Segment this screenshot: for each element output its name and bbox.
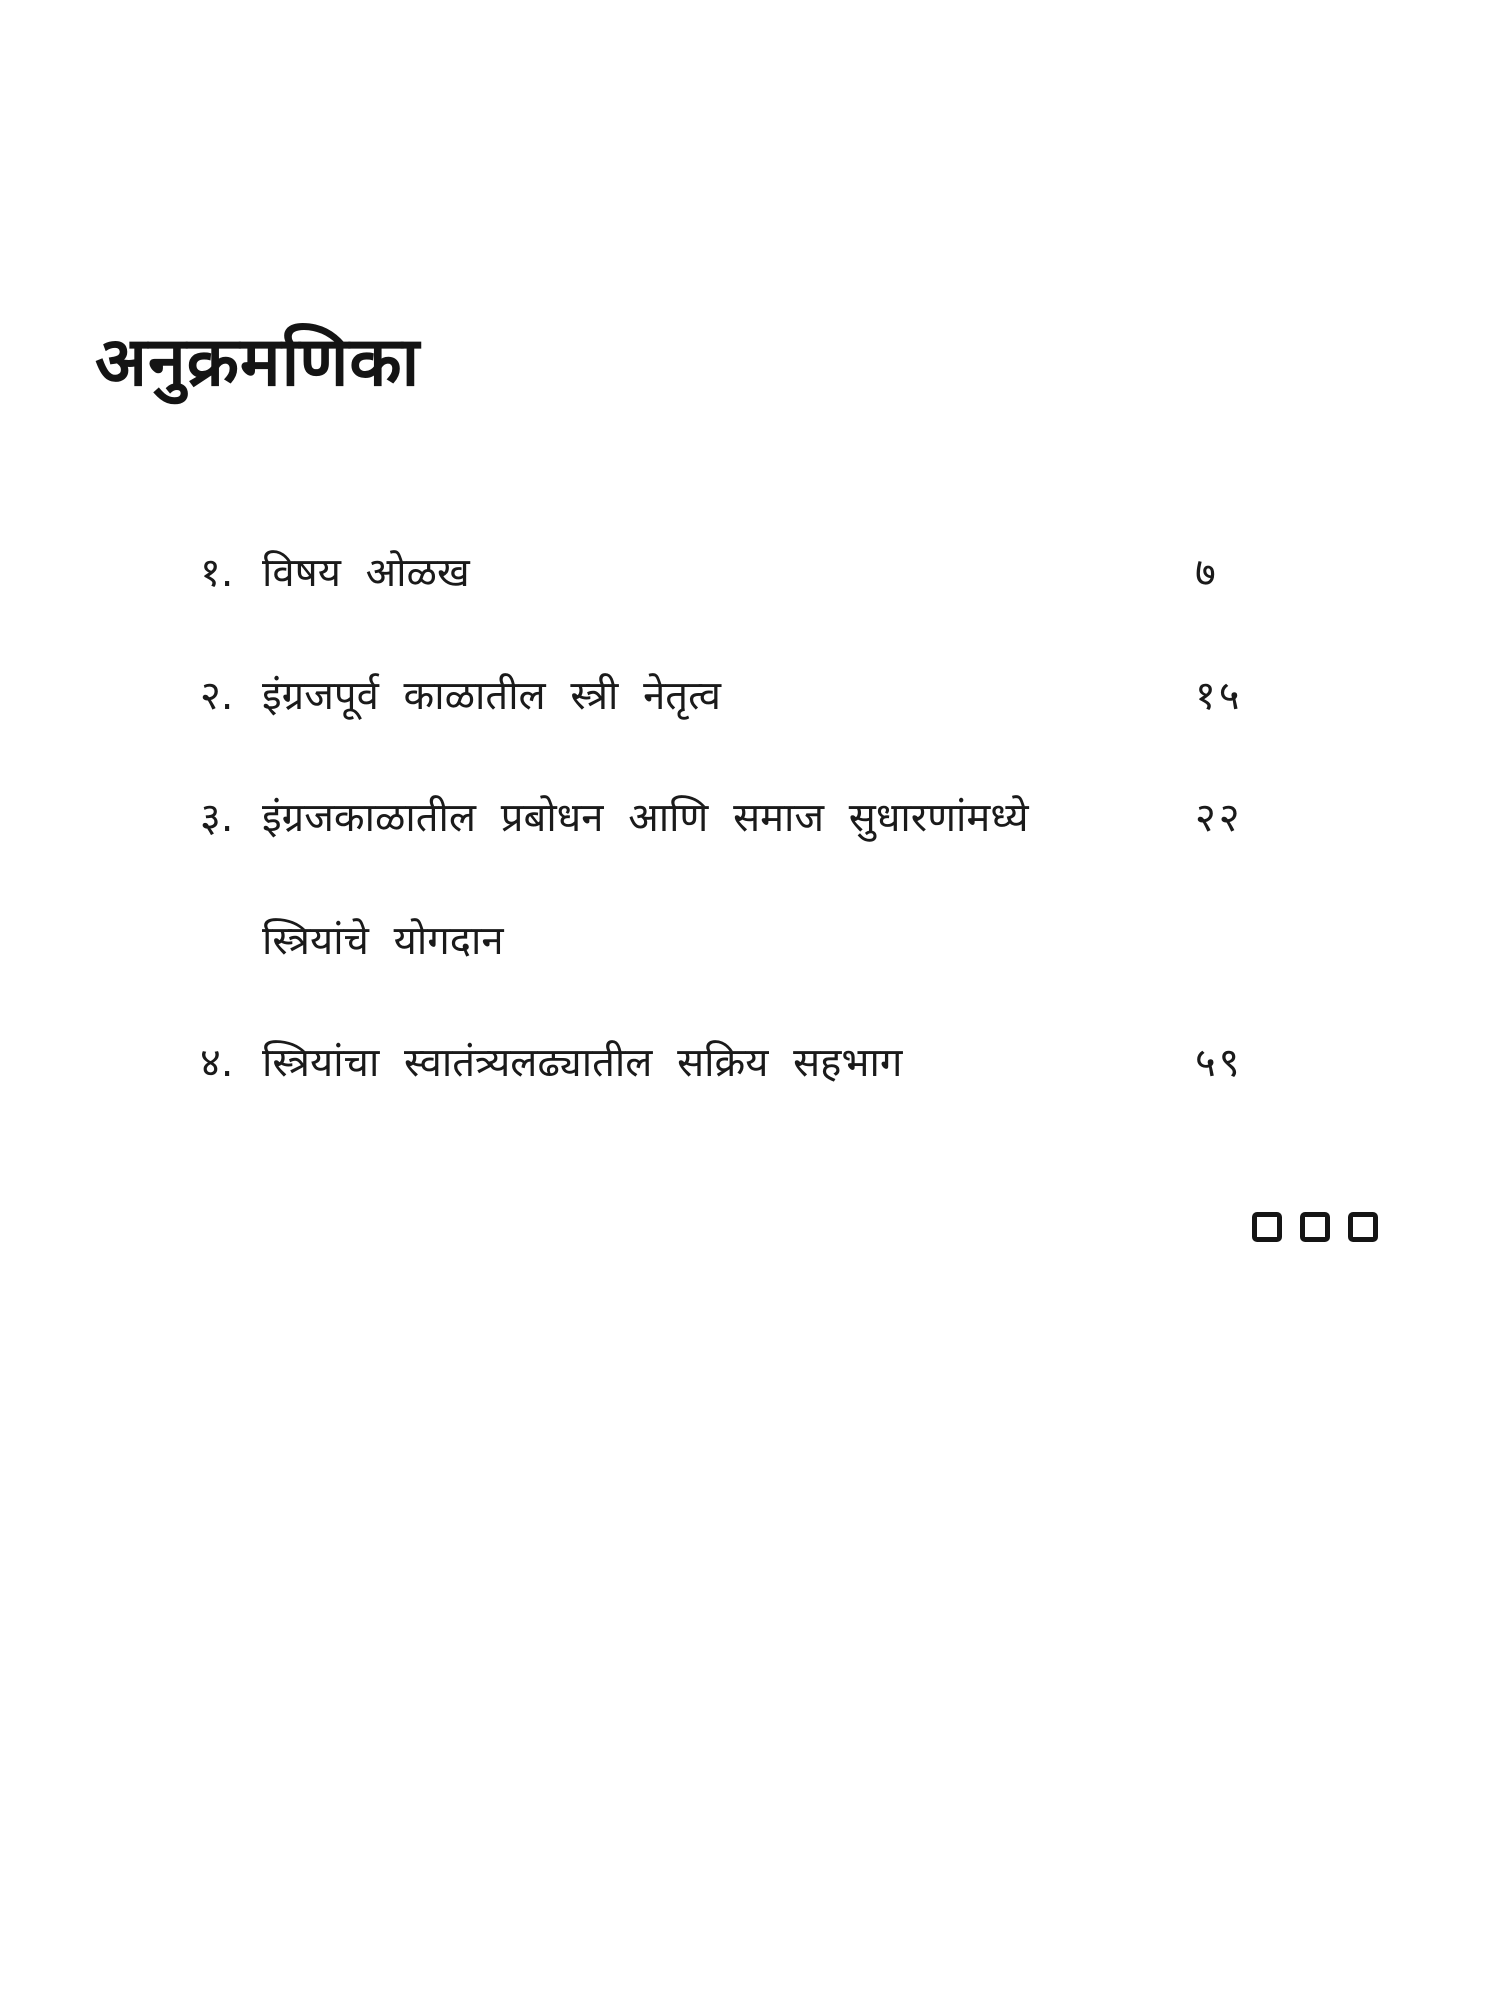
toc-entry-number: २. (200, 672, 234, 719)
toc-entry-title: स्त्रियांचा स्वातंत्र्यलढ्यातील सक्रिय सहभाग (262, 1039, 903, 1086)
hollow-square-icon (1300, 1212, 1330, 1242)
toc-entry-3 (200, 783, 1029, 847)
toc-entry-title-continued: स्त्रियांचे योगदान (262, 917, 504, 964)
toc-entry-number: १. (200, 549, 234, 596)
toc-entry-4 (200, 1028, 902, 1092)
toc-entry-title: इंग्रजपूर्व काळातील स्त्री नेतृत्व (262, 672, 721, 719)
toc-entry-title: विषय ओळख (262, 549, 470, 596)
toc-entry-page: ७ (1195, 549, 1219, 596)
end-ornament (1252, 1212, 1378, 1242)
toc-entry-3-continuation (262, 906, 504, 970)
hollow-square-icon (1348, 1212, 1378, 1242)
toc-entry-number: ३. (200, 794, 234, 841)
toc-entry-2 (200, 661, 721, 725)
toc-entry-title: इंग्रजकाळातील प्रबोधन आणि समाज सुधारणांमध्ये (262, 794, 1029, 841)
hollow-square-icon (1252, 1212, 1282, 1242)
toc-entry-1 (200, 538, 470, 602)
toc-entry-page: ५९ (1195, 1039, 1243, 1086)
toc-entry-number: ४. (200, 1039, 234, 1086)
toc-entry-page: २२ (1195, 794, 1243, 841)
page-title: अनुक्रमणिका (95, 323, 421, 402)
toc-entry-page: १५ (1195, 672, 1243, 719)
